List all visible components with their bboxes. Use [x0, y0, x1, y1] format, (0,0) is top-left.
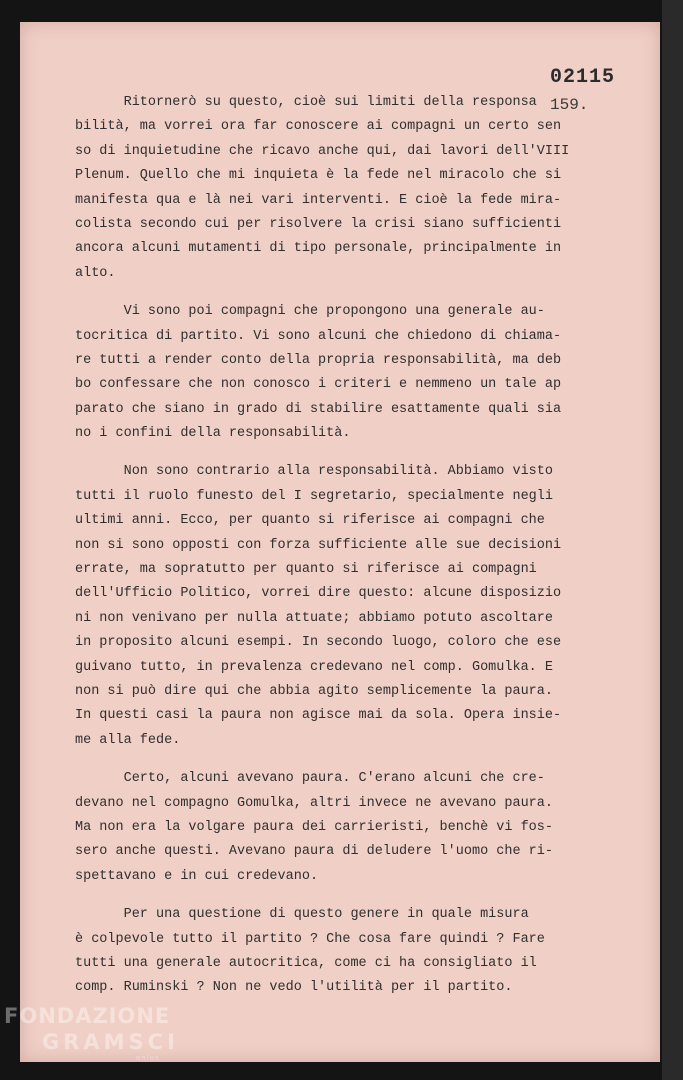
- text-line: ultimi anni. Ecco, per quanto si riferisce ai compagni che: [75, 513, 545, 529]
- text-line: in proposito alcuni esempi. In secondo luogo, coloro che ese: [75, 635, 562, 651]
- scan-edge: [662, 0, 683, 1080]
- text-line: dell'Ufficio Politico, vorrei dire questo: alcune disposizio: [75, 586, 562, 602]
- text-line: tutti il ruolo funesto del I segretario, specialmente negli: [75, 488, 553, 504]
- text-line: Certo, alcuni avevano paura. C'erano alcuni che cre-: [75, 771, 545, 787]
- watermark-line: FONDAZIONE: [4, 1004, 171, 1028]
- text-line: Plenum. Quello che mi inquieta è la fede nel miracolo che si: [75, 168, 562, 184]
- watermark-logo: [4, 1004, 179, 1062]
- text-line: devano nel compagno Gomulka, altri invece ne avevano paura.: [75, 795, 553, 811]
- page-number: 159.: [550, 96, 589, 114]
- text-line: Ma non era la volgare paura dei carrieristi, benchè vi fos-: [75, 819, 553, 835]
- text-line: re tutti a render conto della propria responsabilità, ma deb: [75, 352, 562, 368]
- text-line: Non sono contrario alla responsabilità. Abbiamo visto: [75, 464, 553, 480]
- paragraph: [75, 91, 615, 286]
- text-line: comp. Ruminski ? Non ne vedo l'utilità per il partito.: [75, 980, 513, 996]
- text-line: sero anche questi. Avevano paura di deludere l'uomo che ri-: [75, 844, 553, 860]
- text-line: Ritornerò su questo, cioè sui limiti della responsa: [75, 95, 537, 110]
- text-line: alto.: [75, 265, 116, 281]
- watermark-line: onlus: [136, 1054, 160, 1062]
- text-line: bilità, ma vorrei ora far conoscere ai compagni un certo sen: [75, 119, 562, 135]
- archive-number: 02115: [550, 66, 616, 89]
- text-line: non si può dire qui che abbia agito semplicemente la paura.: [75, 683, 553, 699]
- text-line: me alla fede.: [75, 732, 181, 748]
- text-line: tocritica di partito. Vi sono alcuni che chiedono di chiama-: [75, 328, 562, 344]
- paragraph: [75, 767, 615, 889]
- text-line: non si sono opposti con forza sufficiente alle sue decisioni: [75, 537, 562, 553]
- paragraph: [75, 460, 615, 753]
- text-line: no i confini della responsabilità.: [75, 426, 351, 442]
- document-body: [75, 91, 615, 1015]
- text-line: spettavano e in cui credevano.: [75, 868, 319, 884]
- paragraph: [75, 903, 615, 1001]
- text-line: colista secondo cui per risolvere la crisi siano sufficienti: [75, 216, 562, 232]
- text-line: In questi casi la paura non agisce mai da sola. Opera insie-: [75, 708, 562, 724]
- paragraph: [75, 300, 615, 446]
- text-line: parato che siano in grado di stabilire esattamente quali sia: [75, 401, 562, 417]
- text-line: manifesta qua e là nei vari interventi. E cioè la fede mira-: [75, 192, 562, 208]
- watermark-line: GRAMSCI: [42, 1030, 179, 1054]
- text-line: ancora alcuni mutamenti di tipo personale, principalmente in: [75, 241, 562, 257]
- text-line: guivano tutto, in prevalenza credevano nel comp. Gomulka. E: [75, 659, 553, 675]
- text-line: so di inquietudine che ricavo anche qui, dai lavori dell'VIII: [75, 143, 570, 159]
- text-line: errate, ma sopratutto per quanto si riferisce ai compagni: [75, 562, 537, 578]
- text-line: è colpevole tutto il partito ? Che cosa fare quindi ? Fare: [75, 931, 545, 947]
- text-line: ni non venivano per nulla attuate; abbiamo potuto ascoltare: [75, 610, 553, 626]
- text-line: tutti una generale autocritica, come ci ha consigliato il: [75, 955, 537, 971]
- text-line: Per una questione di questo genere in quale misura: [75, 907, 529, 923]
- text-line: Vi sono poi compagni che propongono una generale au-: [75, 304, 545, 320]
- text-line: bo confessare che non conosco i criteri e nemmeno un tale ap: [75, 377, 562, 393]
